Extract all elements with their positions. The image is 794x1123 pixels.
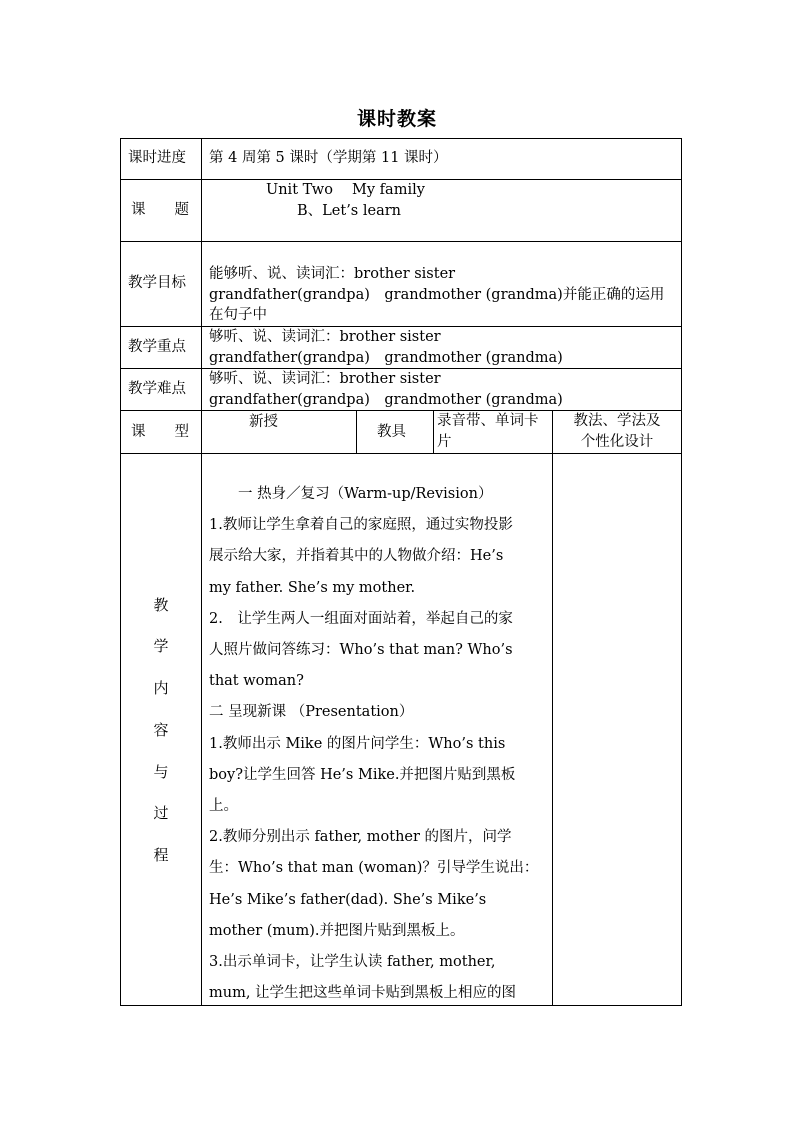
content-line: 2. 让学生两人一组面对面站着，举起自己的家: [209, 610, 513, 627]
lesson-type-value: 新授: [249, 414, 278, 430]
objective-line-2: grandfather(grandpa) grandmother (grandma)并能正确的运用: [209, 287, 665, 303]
content-line: 生：Who’s that man (woman)？引导学生说出：: [209, 860, 539, 877]
methods-label-2: 个性化设计: [580, 434, 654, 450]
topic-line-2: B、Let’s learn: [297, 203, 401, 219]
progress-label: 课时进度: [128, 150, 186, 166]
topic-label: 课 题: [131, 202, 189, 218]
content-label-char: 内: [153, 679, 169, 697]
topic-line-1: Unit Two My family: [266, 182, 425, 198]
difficulties-line-1: 够听、说、读词汇：brother sister: [209, 371, 441, 387]
lesson-type-label: 课 型: [131, 424, 189, 440]
content-line: He’s Mike’s father(dad). She’s Mike’s: [209, 891, 487, 908]
content-label-char: 学: [153, 637, 169, 655]
content-line: 二 呈现新课 （Presentation）: [209, 704, 414, 721]
key-points-line-1: 够听、说、读词汇：brother sister: [209, 329, 441, 345]
difficulties-line-2: grandfather(grandpa) grandmother (grandma): [209, 392, 563, 408]
content-line: 1.教师让学生拿着自己的家庭照，通过实物投影: [209, 517, 513, 534]
progress-value: 第 4 周第 5 课时（学期第 11 课时）: [209, 150, 448, 166]
content-line: mother (mum).并把图片贴到黑板上。: [209, 922, 465, 939]
objective-label: 教学目标: [128, 275, 186, 291]
content-label-char: 过: [153, 804, 169, 822]
content-line: 上。: [209, 798, 238, 815]
content-line: mum, 让学生把这些单词卡贴到黑板上相应的图: [209, 985, 517, 1002]
key-points-label: 教学重点: [128, 339, 186, 355]
key-points-line-2: grandfather(grandpa) grandmother (grandma): [209, 350, 563, 366]
teaching-aids-label: 教具: [377, 424, 406, 440]
teaching-aids-value-2: 片: [437, 434, 452, 450]
content-line: that woman?: [209, 673, 304, 690]
teaching-aids-value-1: 录音带、单词卡: [437, 413, 539, 429]
content-line: 1.教师出示 Mike 的图片问学生：Who’s this: [209, 735, 506, 752]
content-label-char: 容: [153, 721, 169, 739]
content-line: my father. She’s my mother.: [209, 579, 416, 596]
objective-line-1: 能够听、说、读词汇：brother sister: [209, 266, 456, 282]
content-label-char: 教: [153, 596, 169, 614]
content-line: boy?让学生回答 He’s Mike.并把图片贴到黑板: [209, 766, 516, 783]
content-line: 3.出示单词卡，让学生认读 father, mother,: [209, 954, 496, 971]
content-line: 2.教师分别出示 father, mother 的图片，问学: [209, 829, 512, 846]
lesson-content: [209, 479, 547, 1009]
objective-line-3: 在句子中: [209, 307, 267, 323]
content-line: 人照片做问答练习：Who’s that man? Who’s: [209, 642, 513, 659]
page-title: 课时教案: [356, 108, 437, 130]
content-label-char: 与: [153, 763, 169, 781]
difficulties-label: 教学难点: [128, 381, 186, 397]
content-line: 展示给大家，并指着其中的人物做介绍：He’s: [209, 548, 504, 565]
content-line: 一 热身／复习（Warm-up/Revision）: [209, 486, 493, 502]
content-label-char: 程: [153, 846, 169, 864]
methods-label-1: 教法、学法及: [573, 413, 661, 429]
